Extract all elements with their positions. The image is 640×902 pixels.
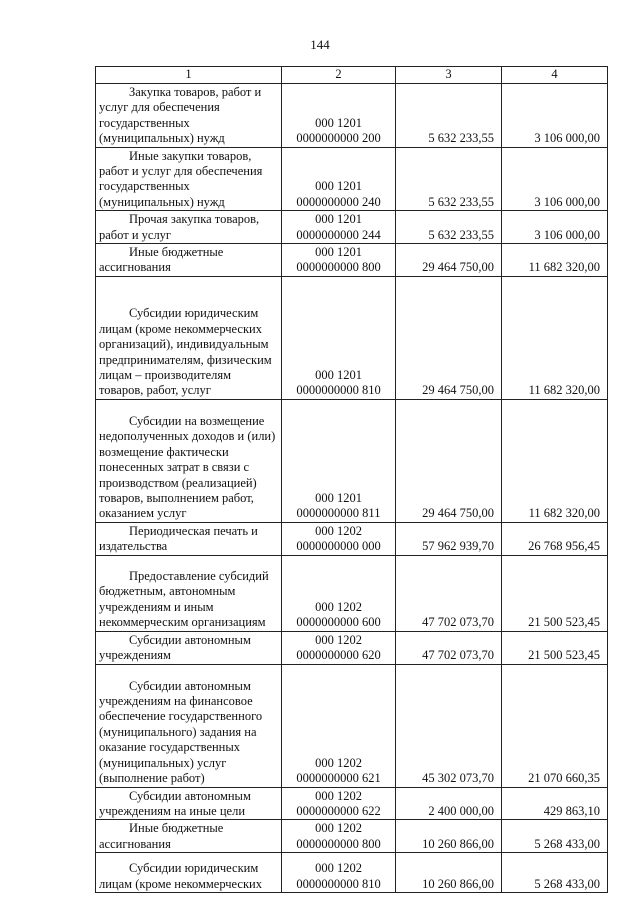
row-name-cell: Иные бюджетные ассигнования (96, 244, 282, 277)
code-part-1: 000 1201 (315, 212, 362, 227)
row-value-col3: 2 400 000,00 (396, 787, 502, 820)
code-part-1: 000 1201 (315, 245, 362, 260)
code-part-2: 0000000000 240 (296, 194, 381, 209)
row-code-cell (282, 244, 396, 277)
code-part-1: 000 1202 (315, 632, 362, 647)
row-code-cell (282, 211, 396, 244)
table-row (96, 787, 608, 820)
row-code-cell (282, 820, 396, 853)
row-code-cell (282, 555, 396, 631)
header-row (96, 67, 608, 84)
code-part-2: 0000000000 811 (296, 506, 381, 521)
table-row (96, 631, 608, 664)
row-value-col3: 29 464 750,00 (396, 399, 502, 522)
row-code-cell (282, 853, 396, 893)
table-row (96, 664, 608, 787)
table-row (96, 211, 608, 244)
header-col-3: 3 (396, 67, 502, 84)
header-col-4: 4 (502, 67, 608, 84)
row-value-col3: 29 464 750,00 (396, 244, 502, 277)
row-name-cell: Субсидии автономным учреждениям на финансовое обеспечение государственного (муниципального) задания на оказание государственных (муниципальных) услуг (выполнение работ) (96, 664, 282, 787)
code-part-1: 000 1202 (315, 523, 362, 538)
row-value-col3: 5 632 233,55 (396, 211, 502, 244)
row-name-cell: Периодическая печать и издательства (96, 522, 282, 555)
row-name-cell: Прочая закупка товаров, работ и услуг (96, 211, 282, 244)
table-row (96, 84, 608, 148)
row-value-col4: 11 682 320,00 (502, 399, 608, 522)
code-part-1: 000 1202 (315, 861, 362, 876)
header-col-2: 2 (282, 67, 396, 84)
table-row (96, 276, 608, 399)
page-number: 144 (310, 37, 330, 52)
code-part-2: 0000000000 200 (296, 131, 381, 146)
code-part-2: 0000000000 810 (296, 383, 381, 398)
table-row (96, 147, 608, 211)
row-value-col3: 57 962 939,70 (396, 522, 502, 555)
row-name-cell: Субсидии на возмещение недополученных доходов и (или) возмещение фактически понесенных затрат в связи с производством (реализацией) товаров, выполнением работ, оказанием услуг (96, 399, 282, 522)
code-part-1: 000 1202 (315, 788, 362, 803)
code-part-1: 000 1201 (315, 179, 362, 194)
code-part-1: 000 1202 (315, 821, 362, 836)
row-value-col3: 5 632 233,55 (396, 84, 502, 148)
row-value-col4: 21 070 660,35 (502, 664, 608, 787)
row-value-col4: 3 106 000,00 (502, 147, 608, 211)
code-part-1: 000 1201 (315, 491, 362, 506)
row-value-col3: 10 260 866,00 (396, 853, 502, 893)
row-value-col3: 29 464 750,00 (396, 276, 502, 399)
row-value-col4: 21 500 523,45 (502, 631, 608, 664)
row-code-cell (282, 147, 396, 211)
code-part-1: 000 1202 (315, 599, 362, 614)
code-part-2: 0000000000 621 (296, 771, 381, 786)
row-value-col3: 10 260 866,00 (396, 820, 502, 853)
row-name-cell: Иные бюджетные ассигнования (96, 820, 282, 853)
code-part-2: 0000000000 600 (296, 615, 381, 630)
code-part-2: 0000000000 000 (296, 539, 381, 554)
row-code-cell (282, 664, 396, 787)
code-part-1: 000 1201 (315, 368, 362, 383)
row-value-col3: 45 302 073,70 (396, 664, 502, 787)
row-name-cell: Субсидии автономным учреждениям на иные цели (96, 787, 282, 820)
table-body (96, 84, 608, 893)
row-name-cell: Субсидии юридическим лицам (кроме некоммерческих организаций), индивидуальным предпринимателям, физическим лицам – производителям товаров, работ, услуг (96, 276, 282, 399)
row-name-cell: Иные закупки товаров, работ и услуг для обеспечения государственных (муниципальных) нужд (96, 147, 282, 211)
code-part-2: 0000000000 622 (296, 803, 381, 818)
row-value-col3: 47 702 073,70 (396, 631, 502, 664)
row-code-cell (282, 399, 396, 522)
row-value-col4: 429 863,10 (502, 787, 608, 820)
header-col-1: 1 (96, 67, 282, 84)
table-row (96, 399, 608, 522)
row-name-cell: Предоставление субсидий бюджетным, автономным учреждениям и иным некоммерческим организациям (96, 555, 282, 631)
row-value-col4: 26 768 956,45 (502, 522, 608, 555)
row-code-cell (282, 84, 396, 148)
row-value-col4: 11 682 320,00 (502, 244, 608, 277)
row-name-cell: Закупка товаров, работ и услуг для обеспечения государственных (муниципальных) нужд (96, 84, 282, 148)
row-name-cell: Субсидии юридическим лицам (кроме некоммерческих (96, 853, 282, 893)
row-value-col4: 21 500 523,45 (502, 555, 608, 631)
code-part-1: 000 1201 (315, 115, 362, 130)
row-code-cell (282, 787, 396, 820)
row-value-col3: 5 632 233,55 (396, 147, 502, 211)
table-row (96, 853, 608, 893)
budget-table (95, 66, 608, 893)
row-value-col4: 11 682 320,00 (502, 276, 608, 399)
row-value-col4: 5 268 433,00 (502, 853, 608, 893)
row-value-col3: 47 702 073,70 (396, 555, 502, 631)
code-part-2: 0000000000 800 (296, 260, 381, 275)
row-name-cell: Субсидии автономным учреждениям (96, 631, 282, 664)
table-row (96, 555, 608, 631)
code-part-2: 0000000000 800 (296, 836, 381, 851)
code-part-2: 0000000000 244 (296, 227, 381, 242)
code-part-2: 0000000000 810 (296, 876, 381, 891)
row-code-cell (282, 522, 396, 555)
code-part-2: 0000000000 620 (296, 648, 381, 663)
row-value-col4: 3 106 000,00 (502, 211, 608, 244)
row-value-col4: 5 268 433,00 (502, 820, 608, 853)
row-value-col4: 3 106 000,00 (502, 84, 608, 148)
row-code-cell (282, 276, 396, 399)
code-part-1: 000 1202 (315, 755, 362, 770)
table-row (96, 522, 608, 555)
table-row (96, 244, 608, 277)
row-code-cell (282, 631, 396, 664)
table-row (96, 820, 608, 853)
